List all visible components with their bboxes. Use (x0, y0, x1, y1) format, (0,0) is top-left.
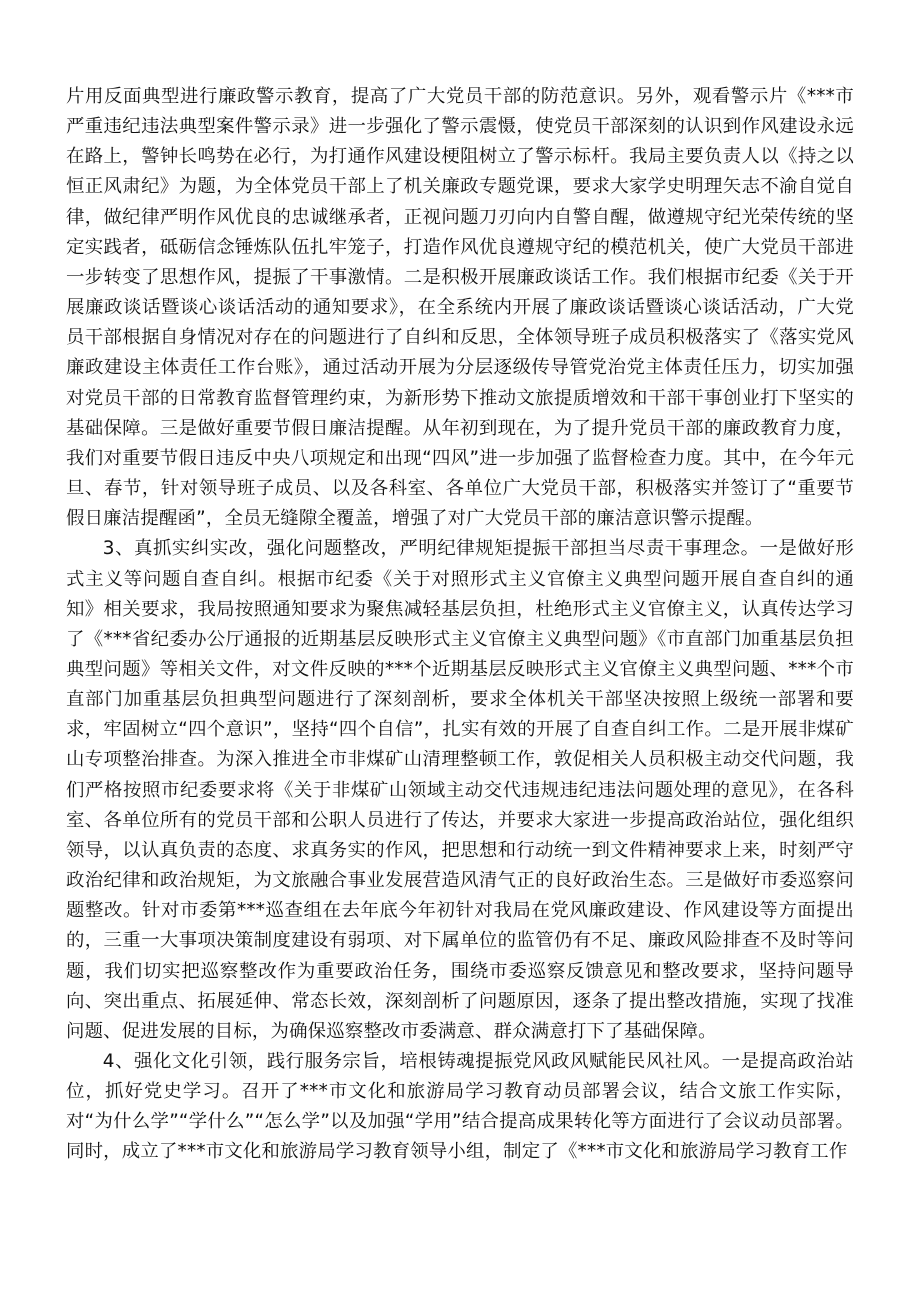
body-paragraph-1: 片用反面典型进行廉政警示教育，提高了广大党员干部的防范意识。另外，观看警示片《***市严重违纪违法典型案件警示录》进一步强化了警示震慑，使党员干部深刻的认识到作风建设永远在路上，警钟长鸣势在必行，为打通作风建设梗阻树立了警示标杆。我局主要负责人以《持之以恒正风肃纪》为题，为全体党员干部上了机关廉政专题党课，要求大家学史明理矢志不渝自觉自律，做纪律严明作风优良的忠诚继承者，正视问题刀刃向内自警自醒，做遵规守纪光荣传统的坚定实践者，砥砺信念锤炼队伍扎牢笼子，打造作风优良遵规守纪的模范机关，使广大党员干部进一步转变了思想作风，提振了干事激情。二是积极开展廉政谈话工作。我们根据市纪委《关于开展廉政谈话暨谈心谈话活动的通知要求》，在全系统内开展了廉政谈话暨谈心谈话活动，广大党员干部根据自身情况对存在的问题进行了自纠和反思，全体领导班子成员积极落实了《落实党风廉政建设主体责任工作台账》，通过活动开展为分层逐级传导管党治党主体责任压力，切实加强对党员干部的日常教育监督管理约束，为新形势下推动文旅提质增效和干部干事创业打下坚实的基础保障。三是做好重要节假日廉洁提醒。从年初到现在，为了提升党员干部的廉政教育力度，我们对重要节假日违反中央八项规定和出现“四风”进一步加强了监督检查力度。其中，在今年元旦、春节，针对领导班子成员、以及各科室、各单位广大党员干部，积极落实并签订了“重要节假日廉洁提醒函”，全员无缝隙全覆盖，增强了对广大党员干部的廉洁意识警示提醒。 (66, 86, 854, 530)
body-paragraph-3: 4、强化文化引领，践行服务宗旨，培根铸魂提振党风政风赋能民风社风。一是提高政治站位，抓好党史学习。召开了***市文化和旅游局学习教育动员部署会议，结合文旅工作实际，对“为什么学”“学什么”“怎么学”以及加强“学用”结合提高成果转化等方面进行了会议动员部署。同时，成立了***市文化和旅游局学习教育领导小组，制定了《***市文化和旅游局学习教育工作 (66, 1051, 854, 1163)
document-page (66, 82, 854, 1168)
body-paragraph-2: 3、真抓实纠实改，强化问题整改，严明纪律规矩提振干部担当尽责干事理念。一是做好形式主义等问题自查自纠。根据市纪委《关于对照形式主义官僚主义典型问题开展自查自纠的通知》相关要求，我局按照通知要求为聚焦减轻基层负担，杜绝形式主义官僚主义，认真传达学习了《***省纪委办公厅通报的近期基层反映形式主义官僚主义典型问题》《市直部门加重基层负担典型问题》等相关文件，对文件反映的***个近期基层反映形式主义官僚主义典型问题、***个市直部门加重基层负担典型问题进行了深刻剖析，要求全体机关干部坚决按照上级统一部署和要求，牢固树立“四个意识”，坚持“四个自信”，扎实有效的开展了自查自纠工作。二是开展非煤矿山专项整治排查。为深入推进全市非煤矿山清理整顿工作，敦促相关人员积极主动交代问题，我们严格按照市纪委要求将《关于非煤矿山领域主动交代违规违纪违法问题处理的意见》，在各科室、各单位所有的党员干部和公职人员进行了传达，并要求大家进一步提高政治站位，强化组织领导，以认真负责的态度、求真务实的作风，把思想和行动统一到文件精神要求上来，时刻严守政治纪律和政治规矩，为文旅融合事业发展营造风清气正的良好政治生态。三是做好市委巡察问题整改。针对市委第***巡查组在去年底今年初针对我局在党风廉政建设、作风建设等方面提出的，三重一大事项决策制度建设有弱项、对下属单位的监管仍有不足、廉政风险排查不及时等问题，我们切实把巡察整改作为重要政治任务，围绕市委巡察反馈意见和整改要求，坚持问题导向、突出重点、拓展延伸、常态长效，深刻剖析了问题原因，逐条了提出整改措施，实现了找准问题、促进发展的目标，为确保巡察整改市委满意、群众满意打下了基础保障。 (66, 538, 854, 1042)
